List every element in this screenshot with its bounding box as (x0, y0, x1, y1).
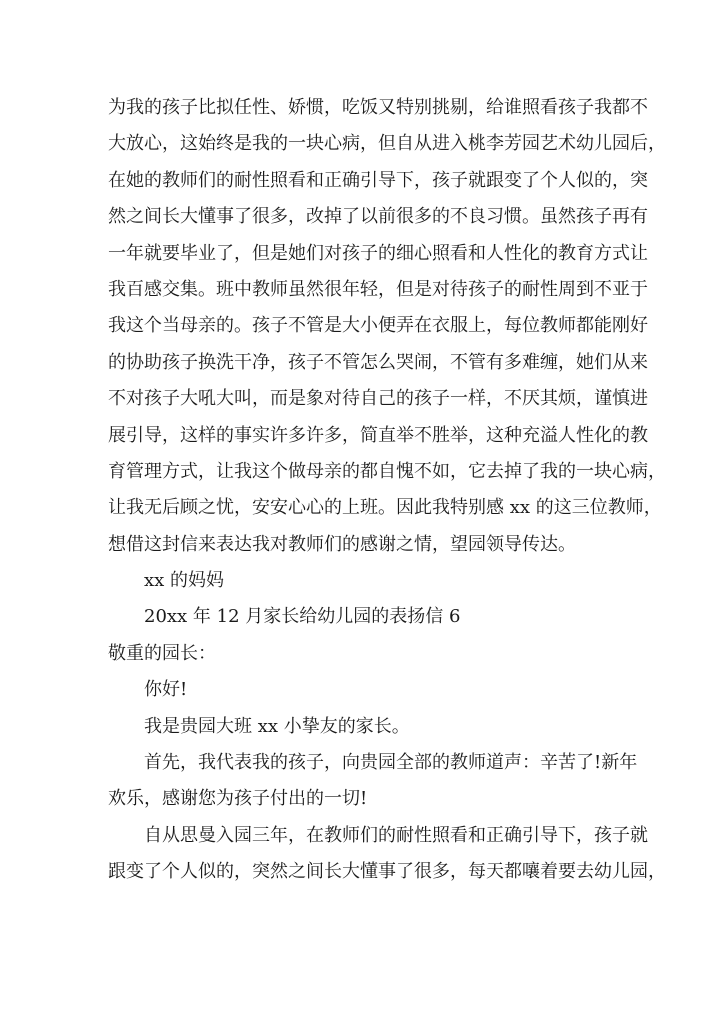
signature: xx 的妈妈 (144, 570, 225, 592)
text-line: 想借这封信来表达我对教师们的感谢之情，望园领导传达。 (108, 533, 576, 555)
greeting: 你好! (144, 679, 188, 701)
text-line: 一年就要毕业了，但是她们对孩子的细心照看和人性化的教育方式让 (108, 242, 648, 264)
text-line: 让我无后顾之忧，安安心心的上班。因此我特别感 xx 的这三位教师， (108, 497, 662, 519)
intro-line: 我是贵园大班 xx 小挚友的家长。 (144, 715, 410, 737)
text-line: 大放心，这始终是我的一块心病，但自从进入桃李芳园艺术幼儿园后， (108, 133, 666, 155)
text-line: 育管理方式，让我这个做母亲的都自愧不如，它去掉了我的一块心病， (108, 460, 666, 482)
letter-heading: 20xx 年 12 月家长给幼儿园的表扬信 6 (144, 606, 461, 628)
text-line: 展引导，这样的事实许多许多，简直举不胜举，这种充溢人性化的教 (108, 424, 648, 446)
text-line: 的协助孩子换洗干净，孩子不管怎么哭闹，不管有多难缠，她们从来 (108, 351, 648, 373)
letter-body (108, 90, 666, 891)
text-line: 自从思曼入园三年，在教师们的耐性照看和正确引导下，孩子就 (144, 824, 648, 846)
text-line: 为我的孩子比拟任性、娇惯，吃饭又特别挑剔，给谁照看孩子我都不 (108, 97, 648, 118)
text-line: 不对孩子大吼大叫，而是象对待自己的孩子一样，不厌其烦，谨慎进 (108, 388, 648, 410)
text-line: 跟变了个人似的，突然之间长大懂事了很多，每天都嚷着要去幼儿园， (108, 861, 666, 883)
text-line: 在她的教师们的耐性照看和正确引导下，孩子就跟变了个人似的，突 (108, 169, 648, 191)
salutation: 敬重的园长： (108, 642, 216, 664)
text-line: 我这个当母亲的。孩子不管是大小便弄在衣服上，每位教师都能刚好 (108, 315, 648, 337)
text-line: 首先，我代表我的孩子，向贵园全部的教师道声：辛苦了!新年 (144, 752, 638, 774)
text-line: 然之间长大懂事了很多，改掉了以前很多的不良习惯。虽然孩子再有 (108, 206, 648, 228)
text-line: 欢乐，感谢您为孩子付出的一切! (108, 788, 368, 810)
text-line: 我百感交集。班中教师虽然很年轻，但是对待孩子的耐性周到不亚于 (108, 278, 648, 300)
